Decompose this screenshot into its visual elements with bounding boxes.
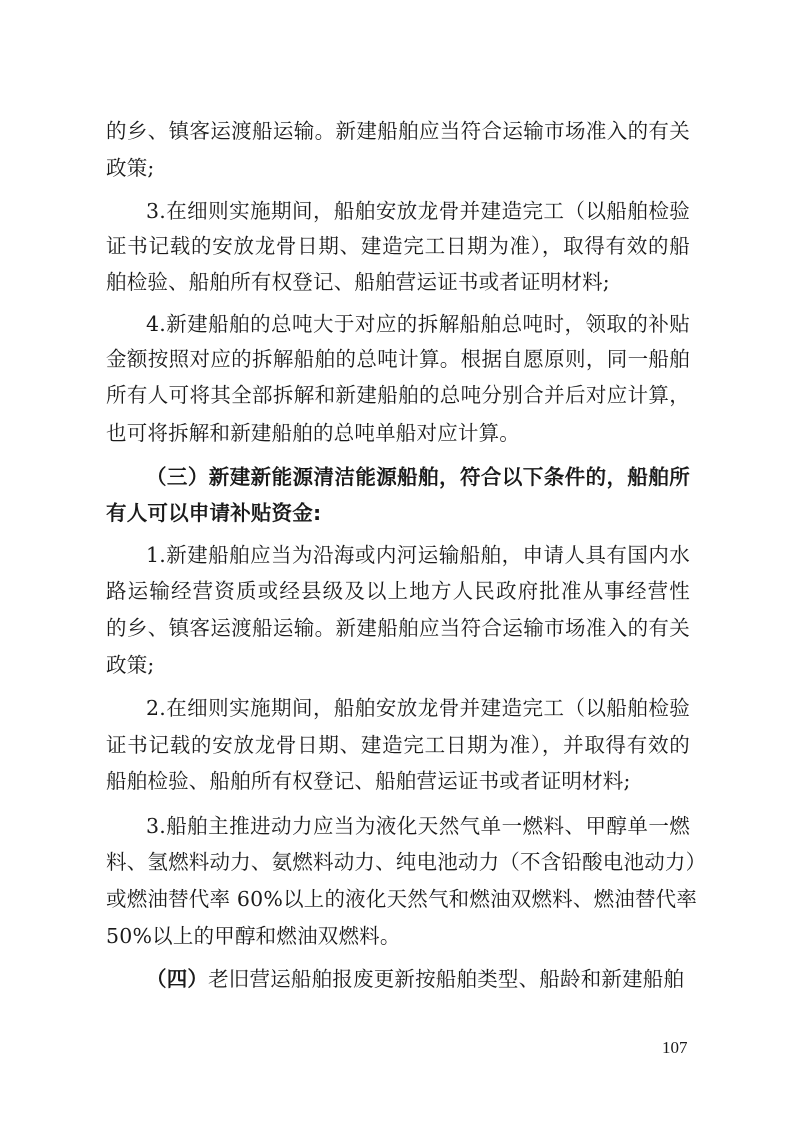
text-line: 政策; bbox=[106, 653, 155, 677]
text-line: 的乡、镇客运渡船运输。新建船舶应当符合运输市场准入的有关 bbox=[106, 616, 690, 640]
page-number: 107 bbox=[662, 1038, 688, 1057]
section-four-line bbox=[146, 965, 690, 993]
text-line: 船舶检验、船舶所有权登记、船舶营运证书或者证明材料; bbox=[106, 769, 631, 793]
text-line: 政策; bbox=[106, 156, 155, 180]
text-span: 老旧营运船舶报废更新按船舶类型、船龄和新建船舶 bbox=[208, 967, 685, 991]
section-heading-lead: （四） bbox=[146, 967, 209, 991]
text-line: 的乡、镇客运渡船运输。新建船舶应当符合运输市场准入的有关 bbox=[106, 119, 690, 143]
text-line: 或燃油替代率 60%以上的液化天然气和燃油双燃料、燃油替代率 bbox=[106, 887, 698, 911]
section-heading: （三）新建新能源清洁能源船舶，符合以下条件的，船舶所 bbox=[146, 465, 690, 489]
text-line: 也可将拆解和新建船舶的总吨单船对应计算。 bbox=[106, 421, 520, 445]
text-line: 3.在细则实施期间，船舶安放龙骨并建造完工（以船舶检验 bbox=[146, 199, 690, 223]
text-line: 舶检验、船舶所有权登记、船舶营运证书或者证明材料; bbox=[106, 270, 610, 294]
text-line: 所有人可将其全部拆解和新建船舶的总吨分别合并后对应计算， bbox=[106, 383, 690, 407]
text-line: 1.新建船舶应当为沿海或内河运输船舶，申请人具有国内水 bbox=[146, 543, 690, 567]
text-line: 证书记载的安放龙骨日期、建造完工日期为准），并取得有效的 bbox=[106, 733, 690, 757]
section-heading: 有人可以申请补贴资金: bbox=[106, 501, 322, 525]
text-line: 料、氢燃料动力、氨燃料动力、纯电池动力（不含铅酸电池动力） bbox=[106, 850, 707, 874]
text-line: 2.在细则实施期间，船舶安放龙骨并建造完工（以船舶检验 bbox=[146, 696, 690, 720]
text-line: 50%以上的甲醇和燃油双燃料。 bbox=[106, 924, 401, 948]
text-line: 4.新建船舶的总吨大于对应的拆解船舶总吨时，领取的补贴 bbox=[146, 312, 690, 336]
text-line: 路运输经营资质或经县级及以上地方人民政府批准从事经营性 bbox=[106, 579, 690, 603]
text-line: 证书记载的安放龙骨日期、建造完工日期为准），取得有效的船 bbox=[106, 234, 690, 258]
text-line: 金额按照对应的拆解船舶的总吨计算。根据自愿原则，同一船舶 bbox=[106, 347, 690, 371]
text-line: 3.船舶主推进动力应当为液化天然气单一燃料、甲醇单一燃 bbox=[146, 814, 690, 838]
